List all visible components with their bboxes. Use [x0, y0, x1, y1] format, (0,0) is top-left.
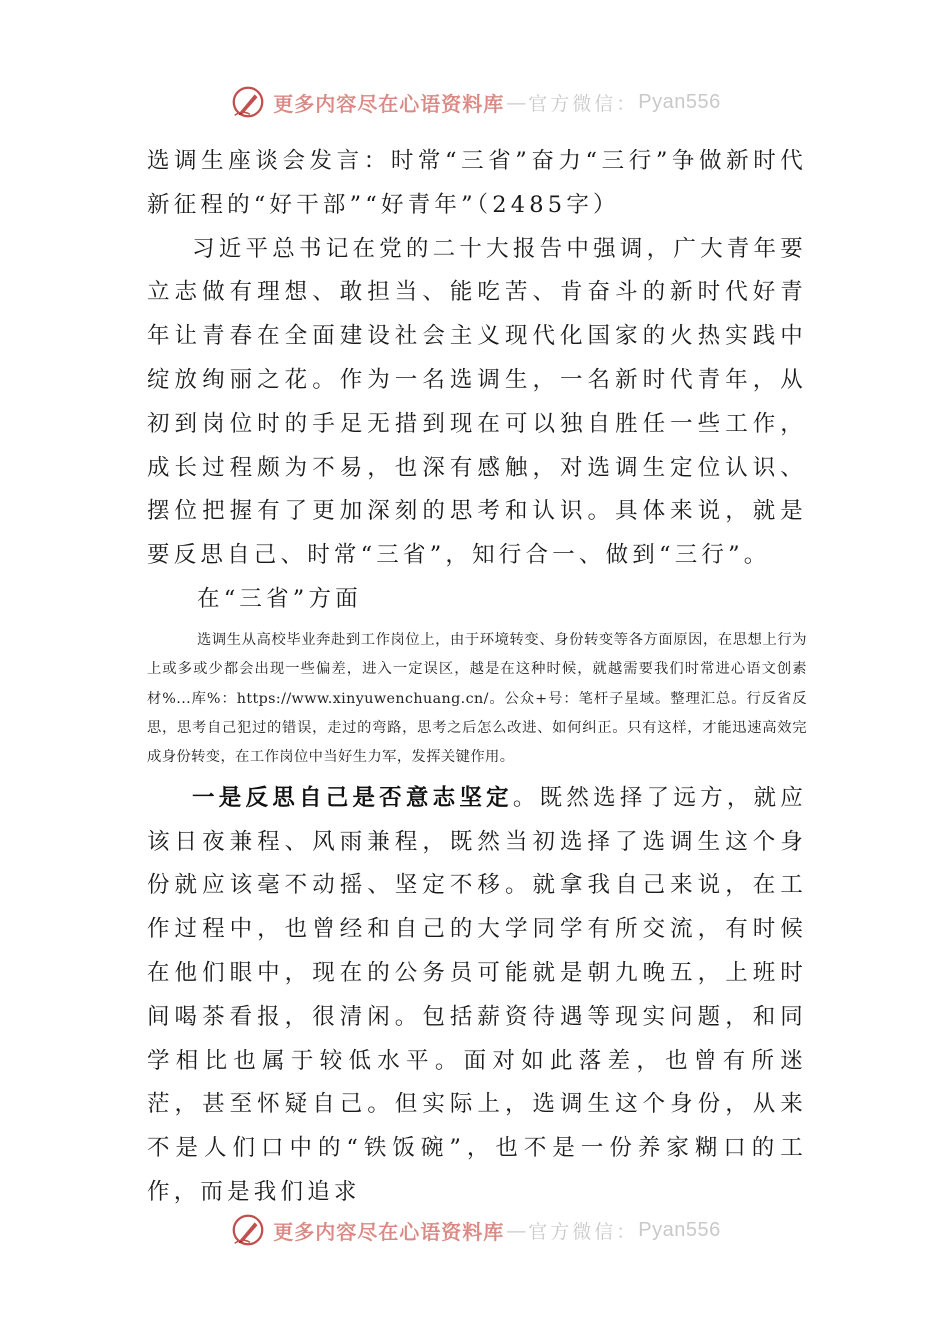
point-one-body: 。既然选择了远方，就应该日夜兼程、风雨兼程，既然当初选择了选调生这个身份就应该毫不动摇、坚定不移。就拿我自己来说，在工作过程中，也曾经和自己的大学同学有所交流，有时候在他们眼中，现在的公务员可能就是朝九晚五，上班时间喝茶看报，很清闲。包括薪资待遇等现实问题，和同学相比也属于较低水平。面对如此落差，也曾有所迷茫，甚至怀疑自己。但实际上，选调生这个身份，从来不是人们口中的“铁饭碗”，也不是一份养家糊口的工作，而是我们追求	[147, 784, 807, 1205]
banner-official-label: 官方微信：	[528, 1220, 639, 1243]
intro-paragraph: 习近平总书记在党的二十大报告中强调，广大青年要立志做有理想、敢担当、能吃苦、肯奋斗的新时代好青年让青春在全面建设社会主义现代化国家的火热实践中绽放绚丽之花。作为一名选调生，一名新时代青年，从初到岗位时的手足无措到现在可以独自胜任一些工作，成长过程颇为不易，也深有感触，对选调生定位认识、摆位把握有了更加深刻的思考和认识。具体来说，就是要反思自己、时常“三省”，知行合一、做到“三行”。	[147, 235, 807, 569]
banner-dash: —	[506, 1218, 527, 1242]
section-heading: 在“三省”方面	[197, 585, 362, 612]
small-print-paragraph: 选调生从高校毕业奔赴到工作岗位上，由于环境转变、身份转变等各方面原因，在思想上行为上或多或少都会出现一些偏差，进入一定误区，越是在这种时候，就越需要我们时常进心语文创素材%...库%：https://www.xinyuwenchuang.cn/。公众+号：笔杆子星域。整理汇总。行反省反思，思考自己犯过的错误，走过的弯路，思考之后怎么改进、如何纠正。只有这样，才能迅速高效完成身份转变，在工作岗位中当好生力军，发挥关键作用。	[147, 631, 807, 766]
point-one-paragraph	[147, 777, 807, 1215]
banner-brand-text: 更多内容尽在心语资料库	[273, 1219, 505, 1244]
banner-official-label: 官方微信：	[528, 92, 639, 115]
banner-wechat-id: Pyan556	[638, 1218, 721, 1241]
document-title: 选调生座谈会发言：时常“三省”奋力“三行”争做新时代新征程的“好干部”“好青年”（2485字）	[147, 148, 807, 218]
document-body	[147, 140, 807, 1215]
pen-logo-icon	[229, 1211, 267, 1249]
header-watermark-banner	[0, 82, 950, 122]
point-one-lead: 一是反思自己是否意志坚定	[192, 784, 513, 811]
banner-dash: —	[506, 90, 527, 114]
banner-brand-text: 更多内容尽在心语资料库	[273, 91, 505, 116]
footer-watermark-banner	[0, 1210, 950, 1250]
banner-wechat-id: Pyan556	[638, 90, 721, 113]
pen-logo-icon	[229, 83, 267, 121]
